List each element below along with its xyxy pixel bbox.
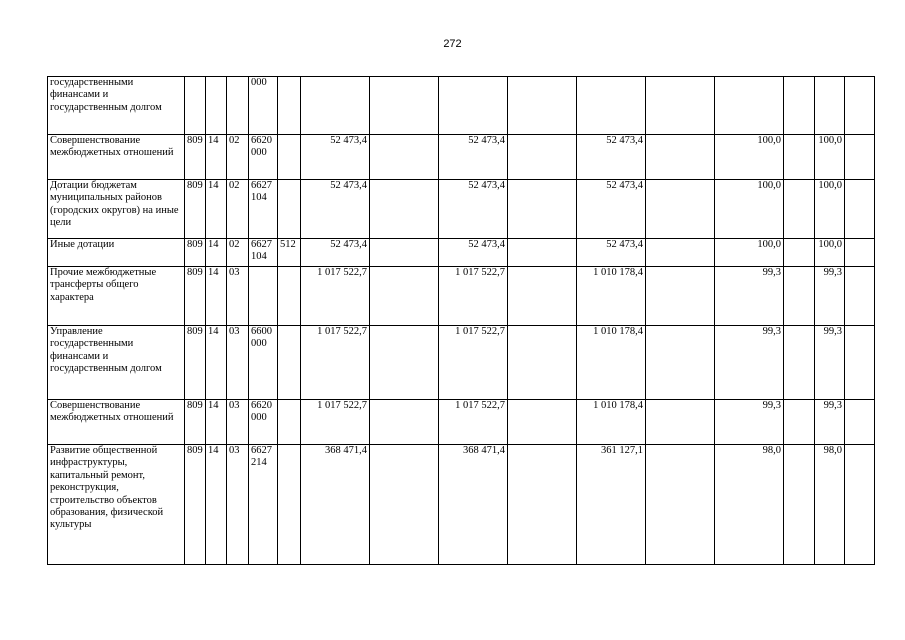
amount-1: 52 473,4 — [301, 135, 370, 180]
gr-code: 809 — [185, 267, 206, 326]
amount-1: 368 471,4 — [301, 445, 370, 565]
vr-code — [278, 77, 301, 135]
amount-2: 1 017 522,7 — [439, 267, 508, 326]
vr-code — [278, 267, 301, 326]
vr-code — [278, 400, 301, 445]
vr-code — [278, 135, 301, 180]
row-name: Развитие общественной инфраструктуры, капитальный ремонт, реконструкция, строительство объектов образования, физической культуры — [48, 445, 185, 565]
percent-2: 100,0 — [815, 135, 845, 180]
amount-2: 52 473,4 — [439, 135, 508, 180]
percent-2: 100,0 — [815, 180, 845, 239]
amount-3: 1 010 178,4 — [577, 400, 646, 445]
amount-3 — [577, 77, 646, 135]
table-row — [48, 400, 875, 445]
vr-code — [278, 326, 301, 400]
percent-1: 100,0 — [715, 239, 784, 267]
empty-cell — [646, 77, 715, 135]
amount-3: 52 473,4 — [577, 180, 646, 239]
percent-2 — [815, 77, 845, 135]
rz-code: 14 — [206, 239, 227, 267]
empty-cell — [370, 239, 439, 267]
percent-2: 99,3 — [815, 267, 845, 326]
percent-1: 99,3 — [715, 326, 784, 400]
empty-cell — [508, 400, 577, 445]
gr-code: 809 — [185, 445, 206, 565]
pr-code: 02 — [227, 180, 249, 239]
empty-cell — [646, 239, 715, 267]
empty-cell — [845, 400, 875, 445]
empty-cell — [370, 400, 439, 445]
pr-code: 03 — [227, 267, 249, 326]
amount-2: 1 017 522,7 — [439, 326, 508, 400]
table-row — [48, 267, 875, 326]
amount-1 — [301, 77, 370, 135]
csr-code — [249, 267, 278, 326]
vr-code — [278, 180, 301, 239]
empty-cell — [784, 239, 815, 267]
amount-1: 1 017 522,7 — [301, 267, 370, 326]
empty-cell — [646, 180, 715, 239]
percent-1: 98,0 — [715, 445, 784, 565]
percent-1: 99,3 — [715, 267, 784, 326]
percent-2: 99,3 — [815, 326, 845, 400]
rz-code: 14 — [206, 267, 227, 326]
empty-cell — [370, 267, 439, 326]
table-row — [48, 239, 875, 267]
gr-code: 809 — [185, 239, 206, 267]
csr-code: 6627 104 — [249, 239, 278, 267]
empty-cell — [845, 267, 875, 326]
budget-table — [47, 76, 875, 565]
table-row — [48, 77, 875, 135]
empty-cell — [845, 135, 875, 180]
row-name: государственными финансами и государственным долгом — [48, 77, 185, 135]
percent-1 — [715, 77, 784, 135]
csr-code: 6627 104 — [249, 180, 278, 239]
csr-code: 6620 000 — [249, 135, 278, 180]
table-row — [48, 180, 875, 239]
empty-cell — [845, 445, 875, 565]
row-name: Прочие межбюджетные трансферты общего характера — [48, 267, 185, 326]
table-row — [48, 135, 875, 180]
rz-code: 14 — [206, 135, 227, 180]
gr-code: 809 — [185, 180, 206, 239]
table-row — [48, 326, 875, 400]
row-name: Управление государственными финансами и государственным долгом — [48, 326, 185, 400]
amount-2: 52 473,4 — [439, 180, 508, 239]
empty-cell — [508, 267, 577, 326]
percent-1: 99,3 — [715, 400, 784, 445]
empty-cell — [646, 267, 715, 326]
empty-cell — [784, 180, 815, 239]
empty-cell — [784, 400, 815, 445]
vr-code — [278, 445, 301, 565]
percent-1: 100,0 — [715, 180, 784, 239]
row-name: Иные дотации — [48, 239, 185, 267]
csr-code: 6627 214 — [249, 445, 278, 565]
empty-cell — [845, 180, 875, 239]
csr-code: 000 — [249, 77, 278, 135]
empty-cell — [845, 239, 875, 267]
page-number: 272 — [443, 38, 462, 50]
empty-cell — [646, 135, 715, 180]
empty-cell — [646, 445, 715, 565]
csr-code: 6620 000 — [249, 400, 278, 445]
empty-cell — [508, 135, 577, 180]
amount-2 — [439, 77, 508, 135]
amount-1: 52 473,4 — [301, 180, 370, 239]
gr-code: 809 — [185, 135, 206, 180]
empty-cell — [370, 180, 439, 239]
table-row — [48, 445, 875, 565]
amount-1: 52 473,4 — [301, 239, 370, 267]
percent-1: 100,0 — [715, 135, 784, 180]
amount-2: 52 473,4 — [439, 239, 508, 267]
gr-code — [185, 77, 206, 135]
percent-2: 100,0 — [815, 239, 845, 267]
pr-code: 03 — [227, 400, 249, 445]
empty-cell — [370, 135, 439, 180]
row-name: Совершенствование межбюджетных отношений — [48, 135, 185, 180]
rz-code: 14 — [206, 445, 227, 565]
gr-code: 809 — [185, 400, 206, 445]
empty-cell — [508, 77, 577, 135]
empty-cell — [646, 400, 715, 445]
amount-3: 52 473,4 — [577, 239, 646, 267]
amount-1: 1 017 522,7 — [301, 400, 370, 445]
amount-2: 1 017 522,7 — [439, 400, 508, 445]
amount-3: 361 127,1 — [577, 445, 646, 565]
empty-cell — [646, 326, 715, 400]
empty-cell — [508, 180, 577, 239]
csr-code: 6600 000 — [249, 326, 278, 400]
empty-cell — [370, 77, 439, 135]
row-name: Дотации бюджетам муниципальных районов (городских округов) на иные цели — [48, 180, 185, 239]
empty-cell — [784, 267, 815, 326]
pr-code: 03 — [227, 445, 249, 565]
pr-code: 02 — [227, 239, 249, 267]
rz-code: 14 — [206, 326, 227, 400]
amount-3: 1 010 178,4 — [577, 326, 646, 400]
empty-cell — [370, 445, 439, 565]
rz-code — [206, 77, 227, 135]
pr-code: 03 — [227, 326, 249, 400]
empty-cell — [784, 135, 815, 180]
empty-cell — [845, 326, 875, 400]
rz-code: 14 — [206, 180, 227, 239]
rz-code: 14 — [206, 400, 227, 445]
gr-code: 809 — [185, 326, 206, 400]
pr-code: 02 — [227, 135, 249, 180]
empty-cell — [784, 445, 815, 565]
empty-cell — [784, 77, 815, 135]
amount-2: 368 471,4 — [439, 445, 508, 565]
vr-code: 512 — [278, 239, 301, 267]
pr-code — [227, 77, 249, 135]
empty-cell — [845, 77, 875, 135]
amount-3: 52 473,4 — [577, 135, 646, 180]
percent-2: 99,3 — [815, 400, 845, 445]
empty-cell — [784, 326, 815, 400]
empty-cell — [508, 445, 577, 565]
percent-2: 98,0 — [815, 445, 845, 565]
empty-cell — [508, 326, 577, 400]
amount-3: 1 010 178,4 — [577, 267, 646, 326]
empty-cell — [370, 326, 439, 400]
empty-cell — [508, 239, 577, 267]
row-name: Совершенствование межбюджетных отношений — [48, 400, 185, 445]
amount-1: 1 017 522,7 — [301, 326, 370, 400]
